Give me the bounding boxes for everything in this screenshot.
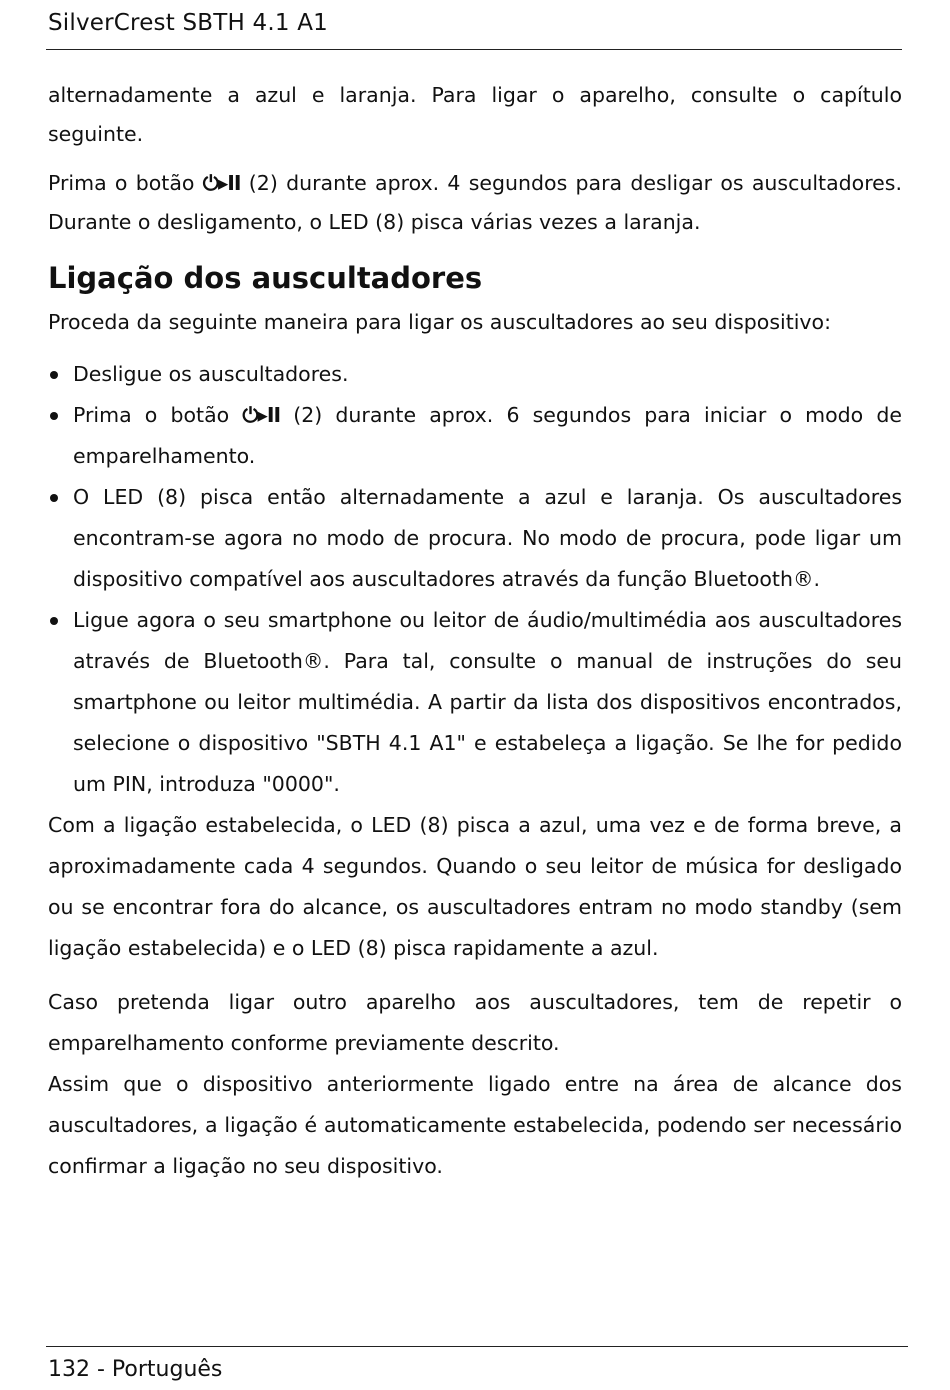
intro-paragraph-2: [48, 164, 902, 242]
power-play-pause-icon: ⏻▸II: [242, 403, 281, 427]
running-header: SilverCrest SBTH 4.1 A1: [48, 10, 328, 36]
other-device-paragraph: Caso pretenda ligar outro aparelho aos auscultadores, tem de repetir o emparelhamento conforme previamente descrito.: [48, 990, 902, 1055]
auto-connect-paragraph: Assim que o dispositivo anteriormente ligado entre na área de alcance dos auscultadores, a ligação é automaticamente estabelecida, podendo ser necessário confirmar a ligação no seu dispositivo.: [48, 1072, 902, 1178]
list-item: Desligue os auscultadores.: [48, 354, 902, 395]
list-item: [48, 395, 902, 477]
power-play-pause-icon: ⏻▸II: [202, 171, 241, 195]
steps-list: [48, 354, 902, 805]
intro-text-before-icon: Prima o botão: [48, 171, 203, 195]
connected-paragraph: Com a ligação estabelecida, o LED (8) pisca a azul, uma vez e de forma breve, a aproximadamente cada 4 segundos. Quando o seu leitor de música for desligado ou se encontrar fora do alcance, os auscultadores entram no modo standby (sem ligação estabelecida) e o LED (8) pisca rapidamente a azul.: [48, 813, 902, 960]
section-heading: Ligação dos auscultadores: [48, 261, 483, 295]
header-divider: [46, 49, 902, 50]
intro-paragraph-1: alternadamente a azul e laranja. Para ligar o aparelho, consulte o capítulo seguinte.: [48, 83, 902, 146]
footer-divider: [46, 1346, 908, 1347]
page-body: [48, 76, 902, 1187]
list-item: O LED (8) pisca então alternadamente a azul e laranja. Os auscultadores encontram-se agora no modo de procura. No modo de procura, pode ligar um dispositivo compatível aos auscultadores através da função Bluetooth®.: [48, 477, 902, 600]
page-footer: 132 - Português: [48, 1357, 223, 1382]
list-item: Ligue agora o seu smartphone ou leitor de áudio/multimédia aos auscultadores através de Bluetooth®. Para tal, consulte o manual de instruções do seu smartphone ou leitor multimédia. A partir da lista dos dispositivos encontrados, selecione o dispositivo "SBTH 4.1 A1" e estabeleça a ligação. Se lhe for pedido um PIN, introduza "0000".: [48, 600, 902, 805]
bullet-text-after-icon: (2) durante aprox. 6 segundos para iniciar o modo de emparelhamento.: [73, 403, 902, 468]
bullet-text-before-icon: Prima o botão: [73, 403, 243, 427]
intro-text-after-icon: (2) durante aprox. 4 segundos para desligar os auscultadores. Durante o desligamento, o LED (8) pisca várias vezes a laranja.: [48, 171, 902, 234]
section-lead: Proceda da seguinte maneira para ligar os auscultadores ao seu dispositivo:: [48, 310, 832, 334]
